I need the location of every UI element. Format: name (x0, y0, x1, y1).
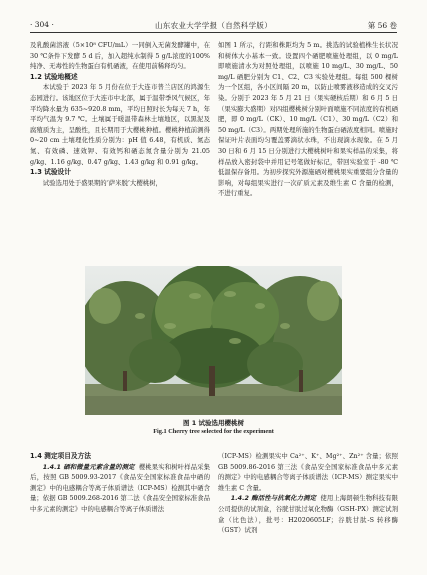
cherry-tree-illustration (85, 266, 342, 415)
cherry-tree-photo (85, 266, 342, 415)
subsection-heading-1-4-1: 1.4.1 硒和微量元素含量的测定 (42, 462, 135, 471)
paragraph: 及乳酸菌溶液（5×10⁸ CFU/mL）一同倒入无菌发酵罐中，在 30 ℃条件下发酵 5 d 后，加入超纯水制得 5 g/L浓度的100%纯净、无毒性的生物蛋白有机硒液，在使用前稀释均匀。 (30, 41, 210, 71)
paragraph (218, 493, 398, 535)
right-column-bottom (218, 451, 398, 536)
paragraph: 如图 1 所示，行距和株距均为 5 m。挑选的试验植株生长状况和树体大小基本一致。设置四个硒肥喷施处理组，以 0 mg/L 即喷施清水为对照处理组，以喷施 10 mg/L、30 mg/L、50 mg/L 硒肥分别为 C1、C2、C3 实验处理组。每组 500 棵树为一个区组，各小区间隔 20 m，以防止喷雾液移造成的交叉污染。分别于 2023 年 5 月 21 日（果实硬核后期）和 6 月 5 日（果实膨大盛期）对四组樱桃树分别叶面喷施不同浓度的有机硒肥，即 0 mg/L（CK）、10 mg/L（C1）、30 mg/L（C2）和 50 mg/L（C3）。两期处理所施的生物蛋白硒浓度相同。喷施时保证叶片表面均匀覆盖雾滴状水珠，不出现滴水现象。在 5 月 30 日和 6 月 15 日分别进行大樱桃树叶和果实样品的采集，将样品放入密封袋中并用记号笔做好标记，带回实验室于 -80 ℃低温保存备用。为初步探究外源施硒对樱桃果实重要组分含量的影响，对每组果实进行一次矿质元素及维生素 C 含量的检测，不进行重复。 (218, 41, 398, 198)
subsection-heading-1-4-2: 1.4.2 酶活性与抗氧化力测定 (230, 494, 317, 503)
left-column-top (30, 40, 210, 188)
paragraph (30, 462, 210, 515)
right-column-top (218, 40, 398, 199)
running-header (30, 19, 397, 33)
section-heading-1-3: 1.3 试验设计 (30, 168, 71, 177)
paragraph: 本试验于 2023 年 5 月份在位于大连市普兰店区的鸿源生态园进行。该地区位于大连市中北部，属于温带季风气候区，年平均降水量为 635~920.8 mm，平均日照时长为每天 7 h，年平均气温为 9.7 ℃。土壤属于暖温带森林土壤地区，以黑泥及腐殖质为主，呈酸性，且长期用于大樱桃种植。樱桃种植前测得 0~20 cm 土壤理化性质分别为：pH 值 6.48，有机质、氮态氮、有效磷、速效钾、有效钙和硒态氮含量分别为 21.05 g/kg、1.16 g/kg、0.47 g/kg、1.43 g/kg 和 0.91 g/kg。 (30, 83, 210, 166)
page-number: · 304 · (30, 20, 54, 29)
paragraph-text: 樱桃果实和树叶样品采集后，按照 GB 5009.93-2017《食品安全国家标准食品中硒的测定》中的电感耦合等离子体质谱法（ICP-MS）检测其中硒含量；依据 GB 5009.268-2016 第二法《食品安全国家标准食品中多元素的测定》中的电感耦合等离子体质谱法 (30, 462, 211, 513)
left-column-bottom (30, 451, 210, 515)
figure-caption-cn: 图 1 试验选用樱桃树 (182, 419, 245, 427)
paragraph: （ICP-MS）检测果实中 Ca²⁺、K⁺、Mg²⁺、Zn²⁺ 含量；依照 GB 5009.86-2016 第三法《食品安全国家标准食品中多元素的测定》中的电感耦合等离子体质谱法（ICP-MS）测定果实中维生素 C 含量。 (218, 452, 398, 492)
figure-caption-en: Fig.1 Cherry tree selected for the experiment (153, 428, 274, 435)
section-heading-1-2: 1.2 试验地概述 (30, 72, 78, 81)
journal-title: 山东农业大学学报（自然科学版） (155, 21, 272, 30)
volume-label: 第 56 卷 (367, 21, 397, 30)
section-heading-1-4: 1.4 测定项目及方法 (30, 452, 91, 460)
paragraph-text: 使用上海朗顿生物科技有限公司提供的试剂盒，谷胱甘肽过氧化物酶（GSH-PX）测定试剂盒（比色法），批号：H2020605LF；谷胱甘肽-S 转移酶（GST）试剂 (218, 494, 398, 535)
paragraph: 试验选用处于盛果期的‘萨米脱’大樱桃树， (42, 178, 162, 187)
